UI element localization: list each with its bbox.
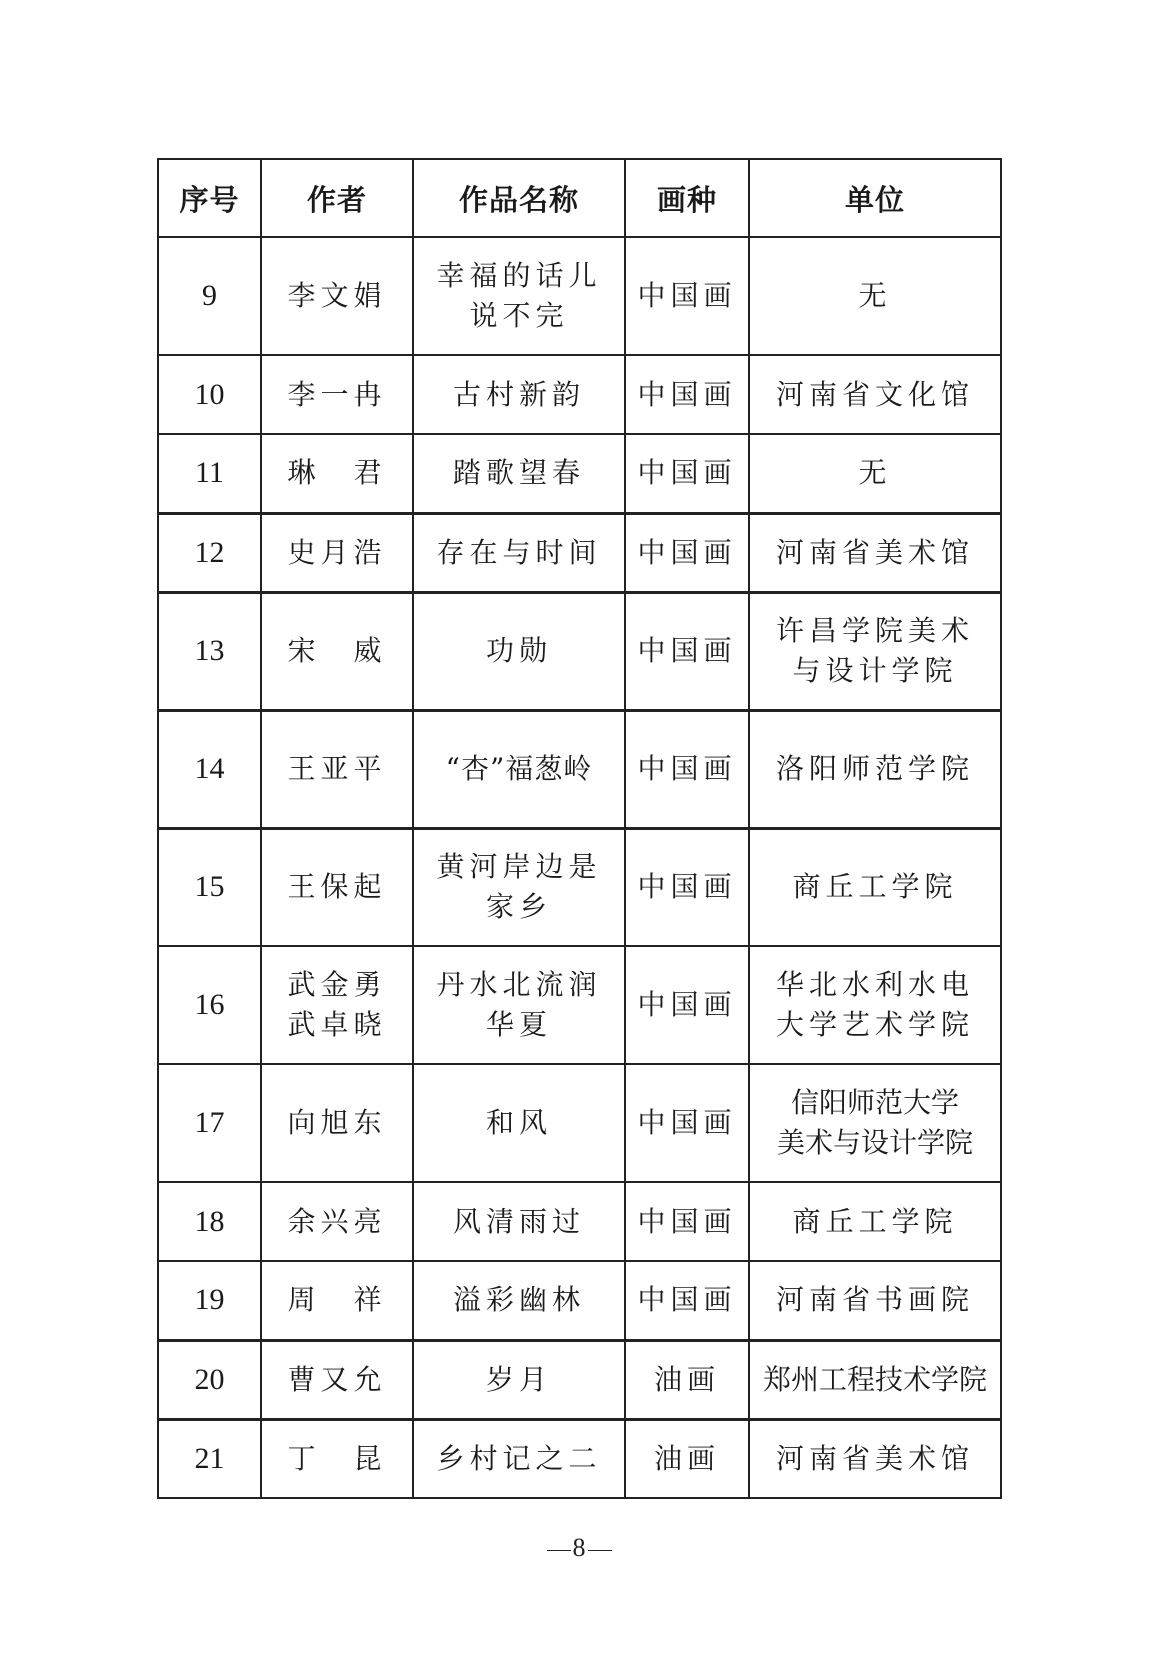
title-line: 黄河岸边是: [436, 850, 602, 884]
table-row: [158, 592, 1001, 710]
unit-line: 许昌学院美术: [775, 614, 974, 647]
title-line: 丹水北流润: [436, 968, 602, 1001]
cell-author: [261, 592, 413, 710]
cell-unit: [749, 237, 1001, 355]
cell-unit: [749, 946, 1001, 1064]
table-row: [158, 513, 1001, 592]
author-line: 宋 威: [287, 634, 387, 667]
title-line: 说不完: [469, 299, 569, 332]
cell-title: [413, 1064, 625, 1182]
cell-author: [261, 946, 413, 1064]
title-line: 溢彩幽林: [452, 1283, 585, 1317]
author-line: 李文娟: [287, 279, 387, 312]
cell-title: [413, 592, 625, 710]
author-line: 丁 昆: [287, 1441, 387, 1475]
cell-title: [413, 946, 625, 1064]
cell-type: 中国画: [625, 828, 749, 946]
cell-title: [413, 828, 625, 946]
cell-number: 10: [158, 355, 261, 434]
title-line: 华夏: [485, 1008, 552, 1041]
header-number: 序号: [158, 159, 261, 237]
table-row: [158, 946, 1001, 1064]
cell-number: 12: [158, 513, 261, 592]
cell-author: [261, 1419, 413, 1498]
cell-title: [413, 355, 625, 434]
cell-number: 17: [158, 1064, 261, 1182]
cell-number: 13: [158, 592, 261, 710]
cell-author: [261, 1182, 413, 1261]
cell-title: [413, 1182, 625, 1261]
cell-unit: [749, 710, 1001, 828]
cell-number: 19: [158, 1261, 261, 1340]
page-number-dash-right: [588, 1550, 612, 1551]
cell-unit: [749, 1340, 1001, 1419]
cell-author: [261, 1340, 413, 1419]
title-line: 古村新韵: [452, 377, 585, 411]
cell-number: 21: [158, 1419, 261, 1498]
unit-line: 郑州工程技术学院: [762, 1362, 987, 1396]
cell-number: 18: [158, 1182, 261, 1261]
author-line: 周 祥: [287, 1283, 387, 1317]
cell-type: 中国画: [625, 710, 749, 828]
cell-author: [261, 513, 413, 592]
table-row: [158, 237, 1001, 355]
title-line: 幸福的话儿: [436, 259, 602, 292]
cell-author: [261, 434, 413, 513]
page-number: [0, 1533, 1158, 1563]
cell-number: 11: [158, 434, 261, 513]
cell-unit: [749, 592, 1001, 710]
unit-line: 洛阳师范学院: [775, 752, 974, 785]
author-line: 向旭东: [287, 1106, 387, 1139]
title-line: 和风: [485, 1106, 552, 1139]
table-row: [158, 434, 1001, 513]
unit-line: 与设计学院: [792, 654, 958, 687]
table-row: [158, 355, 1001, 434]
author-line: 王保起: [287, 870, 387, 904]
title-line: 功勋: [485, 634, 552, 667]
table-row: [158, 710, 1001, 828]
cell-title: [413, 513, 625, 592]
header-author: 作者: [261, 159, 413, 237]
header-title: 作品名称: [413, 159, 625, 237]
cell-title: [413, 710, 625, 828]
unit-line: 河南省书画院: [775, 1283, 974, 1317]
author-line: 琳 君: [287, 456, 387, 490]
unit-line: 无: [858, 456, 892, 490]
unit-line: 无: [858, 279, 892, 312]
unit-line: 河南省美术馆: [775, 535, 974, 569]
author-line: 曹又允: [287, 1362, 387, 1396]
cell-unit: [749, 1261, 1001, 1340]
cell-number: 16: [158, 946, 261, 1064]
cell-number: 15: [158, 828, 261, 946]
cell-author: [261, 1261, 413, 1340]
author-line: 武卓晓: [287, 1008, 387, 1041]
cell-author: [261, 237, 413, 355]
cell-type: 油画: [625, 1340, 749, 1419]
author-line: 武金勇: [287, 968, 387, 1001]
cell-type: 中国画: [625, 946, 749, 1064]
artwork-list-table: [157, 158, 1002, 1499]
title-line: 踏歌望春: [452, 456, 585, 490]
cell-author: [261, 710, 413, 828]
cell-title: [413, 1419, 625, 1498]
title-line: 岁月: [485, 1362, 552, 1396]
unit-line: 商丘工学院: [792, 1204, 958, 1238]
cell-type: 中国画: [625, 1261, 749, 1340]
table-row: [158, 1261, 1001, 1340]
cell-unit: [749, 828, 1001, 946]
cell-unit: [749, 1064, 1001, 1182]
table-row: [158, 1340, 1001, 1419]
cell-unit: [749, 1182, 1001, 1261]
cell-title: [413, 237, 625, 355]
table-row: [158, 828, 1001, 946]
table-row: [158, 1419, 1001, 1498]
cell-title: [413, 434, 625, 513]
unit-line: 河南省文化馆: [775, 377, 974, 411]
cell-type: 中国画: [625, 355, 749, 434]
cell-unit: [749, 355, 1001, 434]
author-line: 余兴亮: [287, 1204, 387, 1238]
cell-unit: [749, 513, 1001, 592]
table-header-row: [158, 159, 1001, 237]
unit-line: 商丘工学院: [792, 870, 958, 904]
title-line: 存在与时间: [436, 535, 602, 569]
header-type: 画种: [625, 159, 749, 237]
author-line: 史月浩: [287, 535, 387, 569]
cell-author: [261, 355, 413, 434]
table-row: [158, 1064, 1001, 1182]
cell-type: 油画: [625, 1419, 749, 1498]
cell-type: 中国画: [625, 592, 749, 710]
unit-line: 大学艺术学院: [775, 1008, 974, 1041]
header-unit: 单位: [749, 159, 1001, 237]
cell-unit: [749, 1419, 1001, 1498]
unit-line: 美术与设计学院: [776, 1126, 973, 1159]
cell-author: [261, 828, 413, 946]
cell-type: 中国画: [625, 513, 749, 592]
title-line: “杏”福葱岭: [445, 752, 593, 785]
author-line: 王亚平: [287, 752, 387, 785]
title-line: 家乡: [485, 890, 552, 924]
unit-line: 河南省美术馆: [775, 1441, 974, 1475]
cell-unit: [749, 434, 1001, 513]
page-number-dash-left: [547, 1550, 571, 1551]
cell-number: 20: [158, 1340, 261, 1419]
cell-title: [413, 1261, 625, 1340]
title-line: 乡村记之二: [436, 1441, 602, 1475]
cell-type: 中国画: [625, 434, 749, 513]
title-line: 风清雨过: [452, 1204, 585, 1238]
cell-type: 中国画: [625, 1182, 749, 1261]
cell-author: [261, 1064, 413, 1182]
author-line: 李一冉: [287, 377, 387, 411]
cell-type: 中国画: [625, 1064, 749, 1182]
unit-line: 华北水利水电: [775, 968, 974, 1001]
cell-number: 14: [158, 710, 261, 828]
table-row: [158, 1182, 1001, 1261]
page-number-value: 8: [572, 1533, 586, 1562]
unit-line: 信阳师范大学: [790, 1086, 959, 1119]
cell-number: 9: [158, 237, 261, 355]
cell-type: 中国画: [625, 237, 749, 355]
cell-title: [413, 1340, 625, 1419]
